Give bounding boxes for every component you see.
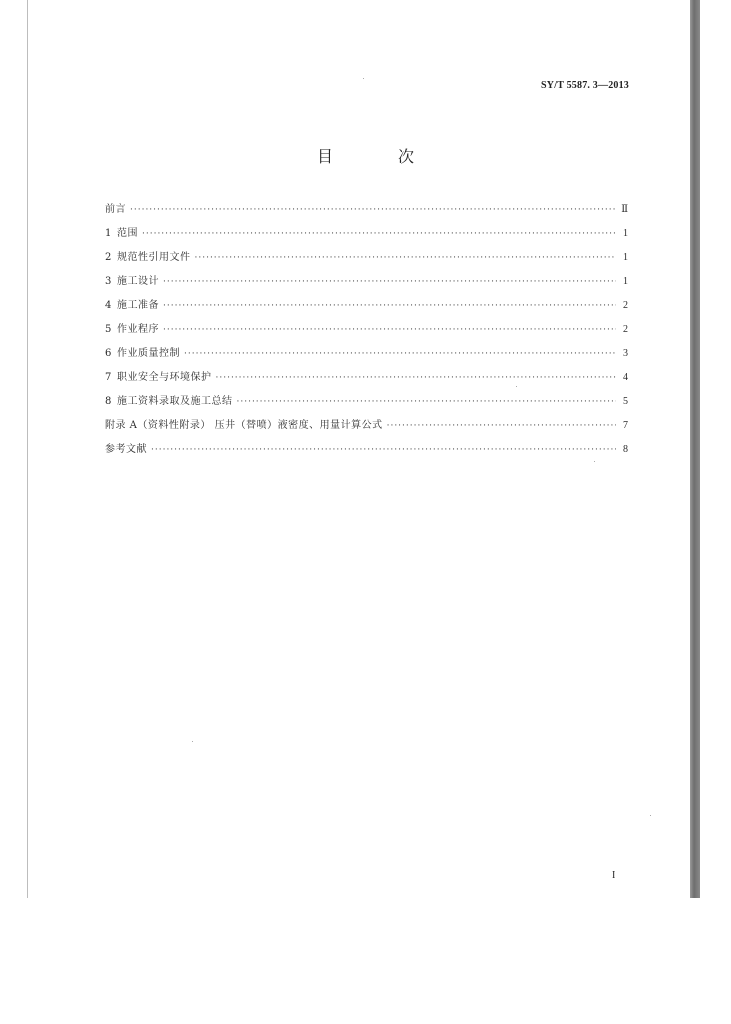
toc-entry-page: 1 xyxy=(623,228,628,239)
toc-entry-2 xyxy=(105,248,628,272)
toc-entry-appendix-a xyxy=(105,416,628,440)
toc-entry-6 xyxy=(105,344,628,368)
toc-entry-label: 施工准备 xyxy=(117,300,159,311)
toc-entry-label: 前言 xyxy=(105,204,126,215)
toc-entry-label: 施工资料录取及施工总结 xyxy=(117,396,233,407)
toc-leader-dots xyxy=(195,253,617,263)
toc-list xyxy=(105,200,628,464)
toc-entry-number: 6 xyxy=(105,348,112,359)
toc-entry-page: 2 xyxy=(623,324,628,335)
toc-entry-number: 5 xyxy=(105,324,112,335)
toc-entry-3 xyxy=(105,272,628,296)
toc-entry-page: 7 xyxy=(623,420,628,431)
toc-leader-dots xyxy=(387,421,616,431)
toc-entry-page: 2 xyxy=(623,300,628,311)
toc-leader-dots xyxy=(151,445,616,455)
toc-leader-dots xyxy=(130,205,616,215)
toc-entry-number: 2 xyxy=(105,252,112,263)
toc-entry-number: 8 xyxy=(105,396,112,407)
toc-entry-number: 1 xyxy=(105,228,112,239)
toc-entry-page: 1 xyxy=(623,276,628,287)
toc-entry-page: 1 xyxy=(623,252,628,263)
toc-entry-label: 参考文献 xyxy=(105,444,147,455)
toc-leader-dots xyxy=(237,397,617,407)
toc-leader-dots xyxy=(163,301,616,311)
toc-entry-label: 作业质量控制 xyxy=(117,348,180,359)
toc-entry-label: 范围 xyxy=(117,228,138,239)
toc-title: 目 次 xyxy=(316,147,445,166)
toc-entry-foreword xyxy=(105,200,628,224)
scan-speck xyxy=(594,461,595,462)
toc-entry-page: 3 xyxy=(623,348,628,359)
toc-entry-label: 施工设计 xyxy=(117,276,159,287)
scan-speck xyxy=(650,815,651,816)
toc-entry-5 xyxy=(105,320,628,344)
page-right-edge-shadow xyxy=(690,0,700,898)
toc-entry-label: 规范性引用文件 xyxy=(117,252,191,263)
toc-entry-number: 7 xyxy=(105,372,112,383)
toc-entry-page: 8 xyxy=(623,444,628,455)
toc-entry-label: 附录 A（资料性附录） 压井（替喷）液密度、用量计算公式 xyxy=(105,420,383,431)
standard-code: SY/T 5587. 3—2013 xyxy=(541,80,629,91)
toc-entry-number: 4 xyxy=(105,300,112,311)
toc-entry-7 xyxy=(105,368,628,392)
page-left-edge xyxy=(27,0,28,898)
toc-entry-8 xyxy=(105,392,628,416)
toc-entry-4 xyxy=(105,296,628,320)
toc-entry-label: 作业程序 xyxy=(117,324,159,335)
toc-leader-dots xyxy=(184,349,616,359)
toc-leader-dots xyxy=(163,325,616,335)
toc-entry-page: Ⅱ xyxy=(621,204,628,215)
toc-leader-dots xyxy=(142,229,616,239)
toc-leader-dots xyxy=(163,277,616,287)
toc-entry-page: 5 xyxy=(623,396,628,407)
page-number: I xyxy=(612,870,616,881)
toc-entry-label: 职业安全与环境保护 xyxy=(117,372,212,383)
toc-leader-dots xyxy=(216,373,617,383)
toc-entry-references xyxy=(105,440,628,464)
toc-entry-1 xyxy=(105,224,628,248)
scan-speck xyxy=(363,78,364,79)
toc-entry-number: 3 xyxy=(105,276,112,287)
toc-entry-page: 4 xyxy=(623,372,628,383)
scan-speck xyxy=(192,741,193,742)
scan-speck xyxy=(516,386,517,387)
